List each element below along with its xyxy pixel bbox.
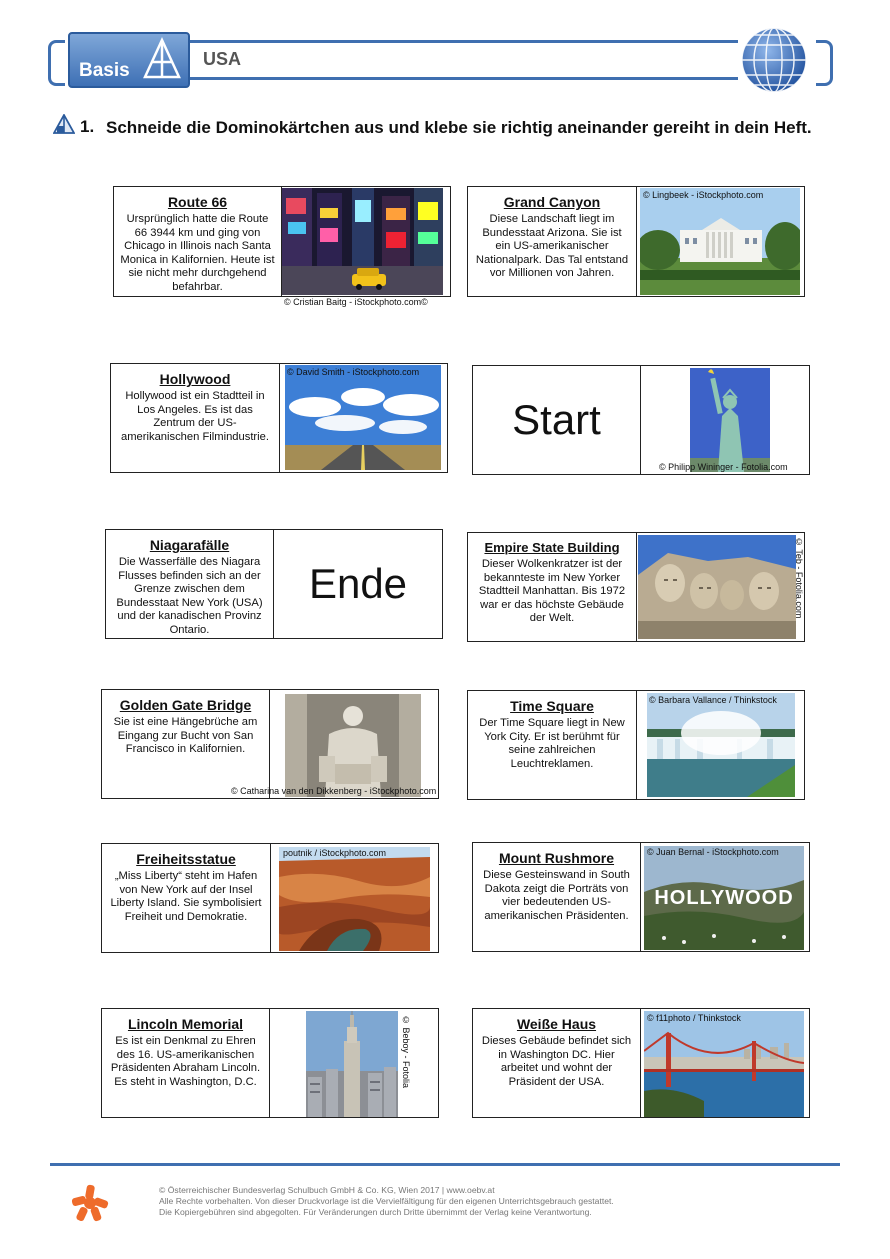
domino-card-time-square <box>467 690 805 800</box>
card-title: Lincoln Memorial <box>127 1016 244 1032</box>
page-title: USA <box>203 49 242 69</box>
card-description: Ursprünglich hatte die Route 66 3944 km und ging von Chicago in Illinois nach Santa Monica in Kalifornien. Heute ist sie nicht mehr durchgehend befahrbar. <box>120 213 275 293</box>
photo-credit: © Philipp Wininger - Fotolia.com <box>659 462 788 472</box>
mount-rushmore-photo <box>638 535 796 639</box>
globe-icon <box>739 25 809 95</box>
card-description: Die Wasserfälle des Niagara Flusses befinden sich an der Grenze zwischen dem Bundesstaat New York (USA) und der kanadischen Provinz Ontario. <box>116 556 263 636</box>
task-number: 1. <box>80 117 95 136</box>
footer-line-3: Die Kopiergebühren sind abgegolten. Für Veränderungen durch Dritte übernimmt der Verlag keine Verantwortung. <box>159 1207 592 1217</box>
card-description: Hollywood ist ein Stadtteil in Los Angeles. Es ist das Zentrum der US-amerikanischen Filmindustrie. <box>121 390 269 443</box>
white-house-photo <box>640 188 800 295</box>
card-title: Empire State Building <box>484 540 620 555</box>
photo-credit: © Cristian Baitg - iStockphoto.com© <box>284 297 428 307</box>
domino-card-grand-canyon <box>467 186 805 297</box>
card-description: Dieses Gebäude befindet sich in Washington DC. Hier arbeitet und wohnt der Präsident der USA. <box>481 1035 632 1088</box>
domino-card-empire-state-building <box>467 532 805 642</box>
lincoln-memorial-photo <box>285 694 421 797</box>
domino-card-start <box>472 365 810 475</box>
basis-label: Basis <box>79 60 130 81</box>
card-description: Sie ist eine Hängebrüche am Eingang zur Bucht von San Francisco in Kalifornien. <box>113 716 258 756</box>
basis-badge <box>68 32 190 88</box>
photo-credit: © Lingbeek - iStockphoto.com <box>643 190 764 200</box>
card-description: Dieser Wolkenkratzer ist der bekannteste im New Yorker Stadtteil Manhattan. Bis 1972 war er das höchste Gebäude der Welt. <box>478 558 626 625</box>
page-header <box>0 0 890 100</box>
domino-card-weisse-haus <box>472 1008 810 1118</box>
photo-credit: © Barbara Vallance / Thinkstock <box>649 695 777 705</box>
statue-of-liberty-photo <box>690 368 770 472</box>
domino-card-golden-gate-bridge <box>101 689 439 799</box>
card-description: Diese Landschaft liegt im Bundesstaat Arizona. Sie ist ein US-amerikanischer Nationalpark. Das Tal entstand vor Millionen von Jahren. <box>475 213 629 280</box>
card-title: Golden Gate Bridge <box>119 697 252 713</box>
card-description: Der Time Square liegt in New York City. Er ist berühmt für seine zahlreichen Leuchtreklamen. <box>479 717 625 770</box>
grand-canyon-photo <box>279 847 430 951</box>
golden-gate-bridge-photo <box>644 1011 804 1117</box>
end-label: Ende <box>308 560 408 607</box>
header-line-bottom <box>186 77 738 80</box>
footer-line <box>50 1163 840 1166</box>
task-triangle-icon <box>53 114 75 134</box>
card-title: Niagarafälle <box>149 537 230 553</box>
card-description: Diese Gesteinswand in South Dakota zeigt die Porträts von vier bedeutenden US-amerikanischen Präsidenten. <box>483 869 630 922</box>
card-title: Weiße Haus <box>516 1016 597 1032</box>
card-title: Time Square <box>510 698 594 714</box>
domino-card-route-66 <box>113 186 451 297</box>
photo-credit: © Catharina van den Dikkenberg - iStockphoto.com <box>231 786 437 796</box>
hollywood-sign-text: HOLLYWOOD <box>654 887 794 909</box>
card-title: Hollywood <box>159 371 231 387</box>
empire-state-building-photo <box>306 1011 398 1117</box>
publisher-logo-icon <box>70 1183 110 1223</box>
header-bracket-left <box>48 40 65 86</box>
footer-line-1: © Österreichischer Bundesverlag Schulbuch GmbH & Co. KG, Wien 2017 | www.oebv.at <box>159 1185 495 1195</box>
card-title: Mount Rushmore <box>498 850 615 866</box>
domino-card-niagarafaelle <box>105 529 443 639</box>
niagara-falls-photo <box>647 693 795 797</box>
task-instruction: Schneide die Dominokärtchen aus und klebe sie richtig aneinander gereiht in dein Heft. <box>106 118 812 137</box>
hollywood-sign-photo <box>644 846 804 950</box>
card-description: „Miss Liberty“ steht im Hafen von New York auf der Insel Liberty Island. Sie symbolisiert Freiheit und Demokratie. <box>110 870 262 923</box>
domino-card-lincoln-memorial <box>101 1008 439 1118</box>
card-title: Route 66 <box>167 194 228 210</box>
start-label: Start <box>512 396 601 443</box>
times-square-photo <box>282 188 443 295</box>
photo-credit: © Juan Bernal - iStockphoto.com <box>647 847 779 857</box>
road-photo <box>285 365 441 470</box>
photo-credit: © Teb - Fotolia.com <box>794 537 804 619</box>
photo-credit: poutnik / iStockphoto.com <box>283 848 387 858</box>
card-title: Freiheitsstatue <box>136 851 236 867</box>
level-triangle-icon <box>142 37 182 81</box>
footer-copyright <box>159 1185 614 1218</box>
card-description: Es ist ein Denkmal zu Ehren des 16. US-amerikanischen Präsidenten Abraham Lincoln. Es steht in Washington, D.C. <box>110 1035 261 1088</box>
domino-card-hollywood <box>110 363 448 473</box>
photo-credit: © Beboy - Fotolia <box>401 1015 411 1089</box>
header-bracket-right <box>816 40 833 86</box>
footer-line-2: Alle Rechte vorbehalten. Von dieser Druckvorlage ist die Vervielfältigung für den eigenen Unterrichtsgebrauch gestattet. <box>159 1196 614 1206</box>
header-line-top <box>186 40 738 43</box>
domino-card-mount-rushmore <box>472 842 810 952</box>
photo-credit: © David Smith - iStockphoto.com <box>287 367 420 377</box>
domino-card-freiheitsstatue <box>101 843 439 953</box>
card-title: Grand Canyon <box>503 194 601 210</box>
photo-credit: © f11photo / Thinkstock <box>647 1013 741 1023</box>
